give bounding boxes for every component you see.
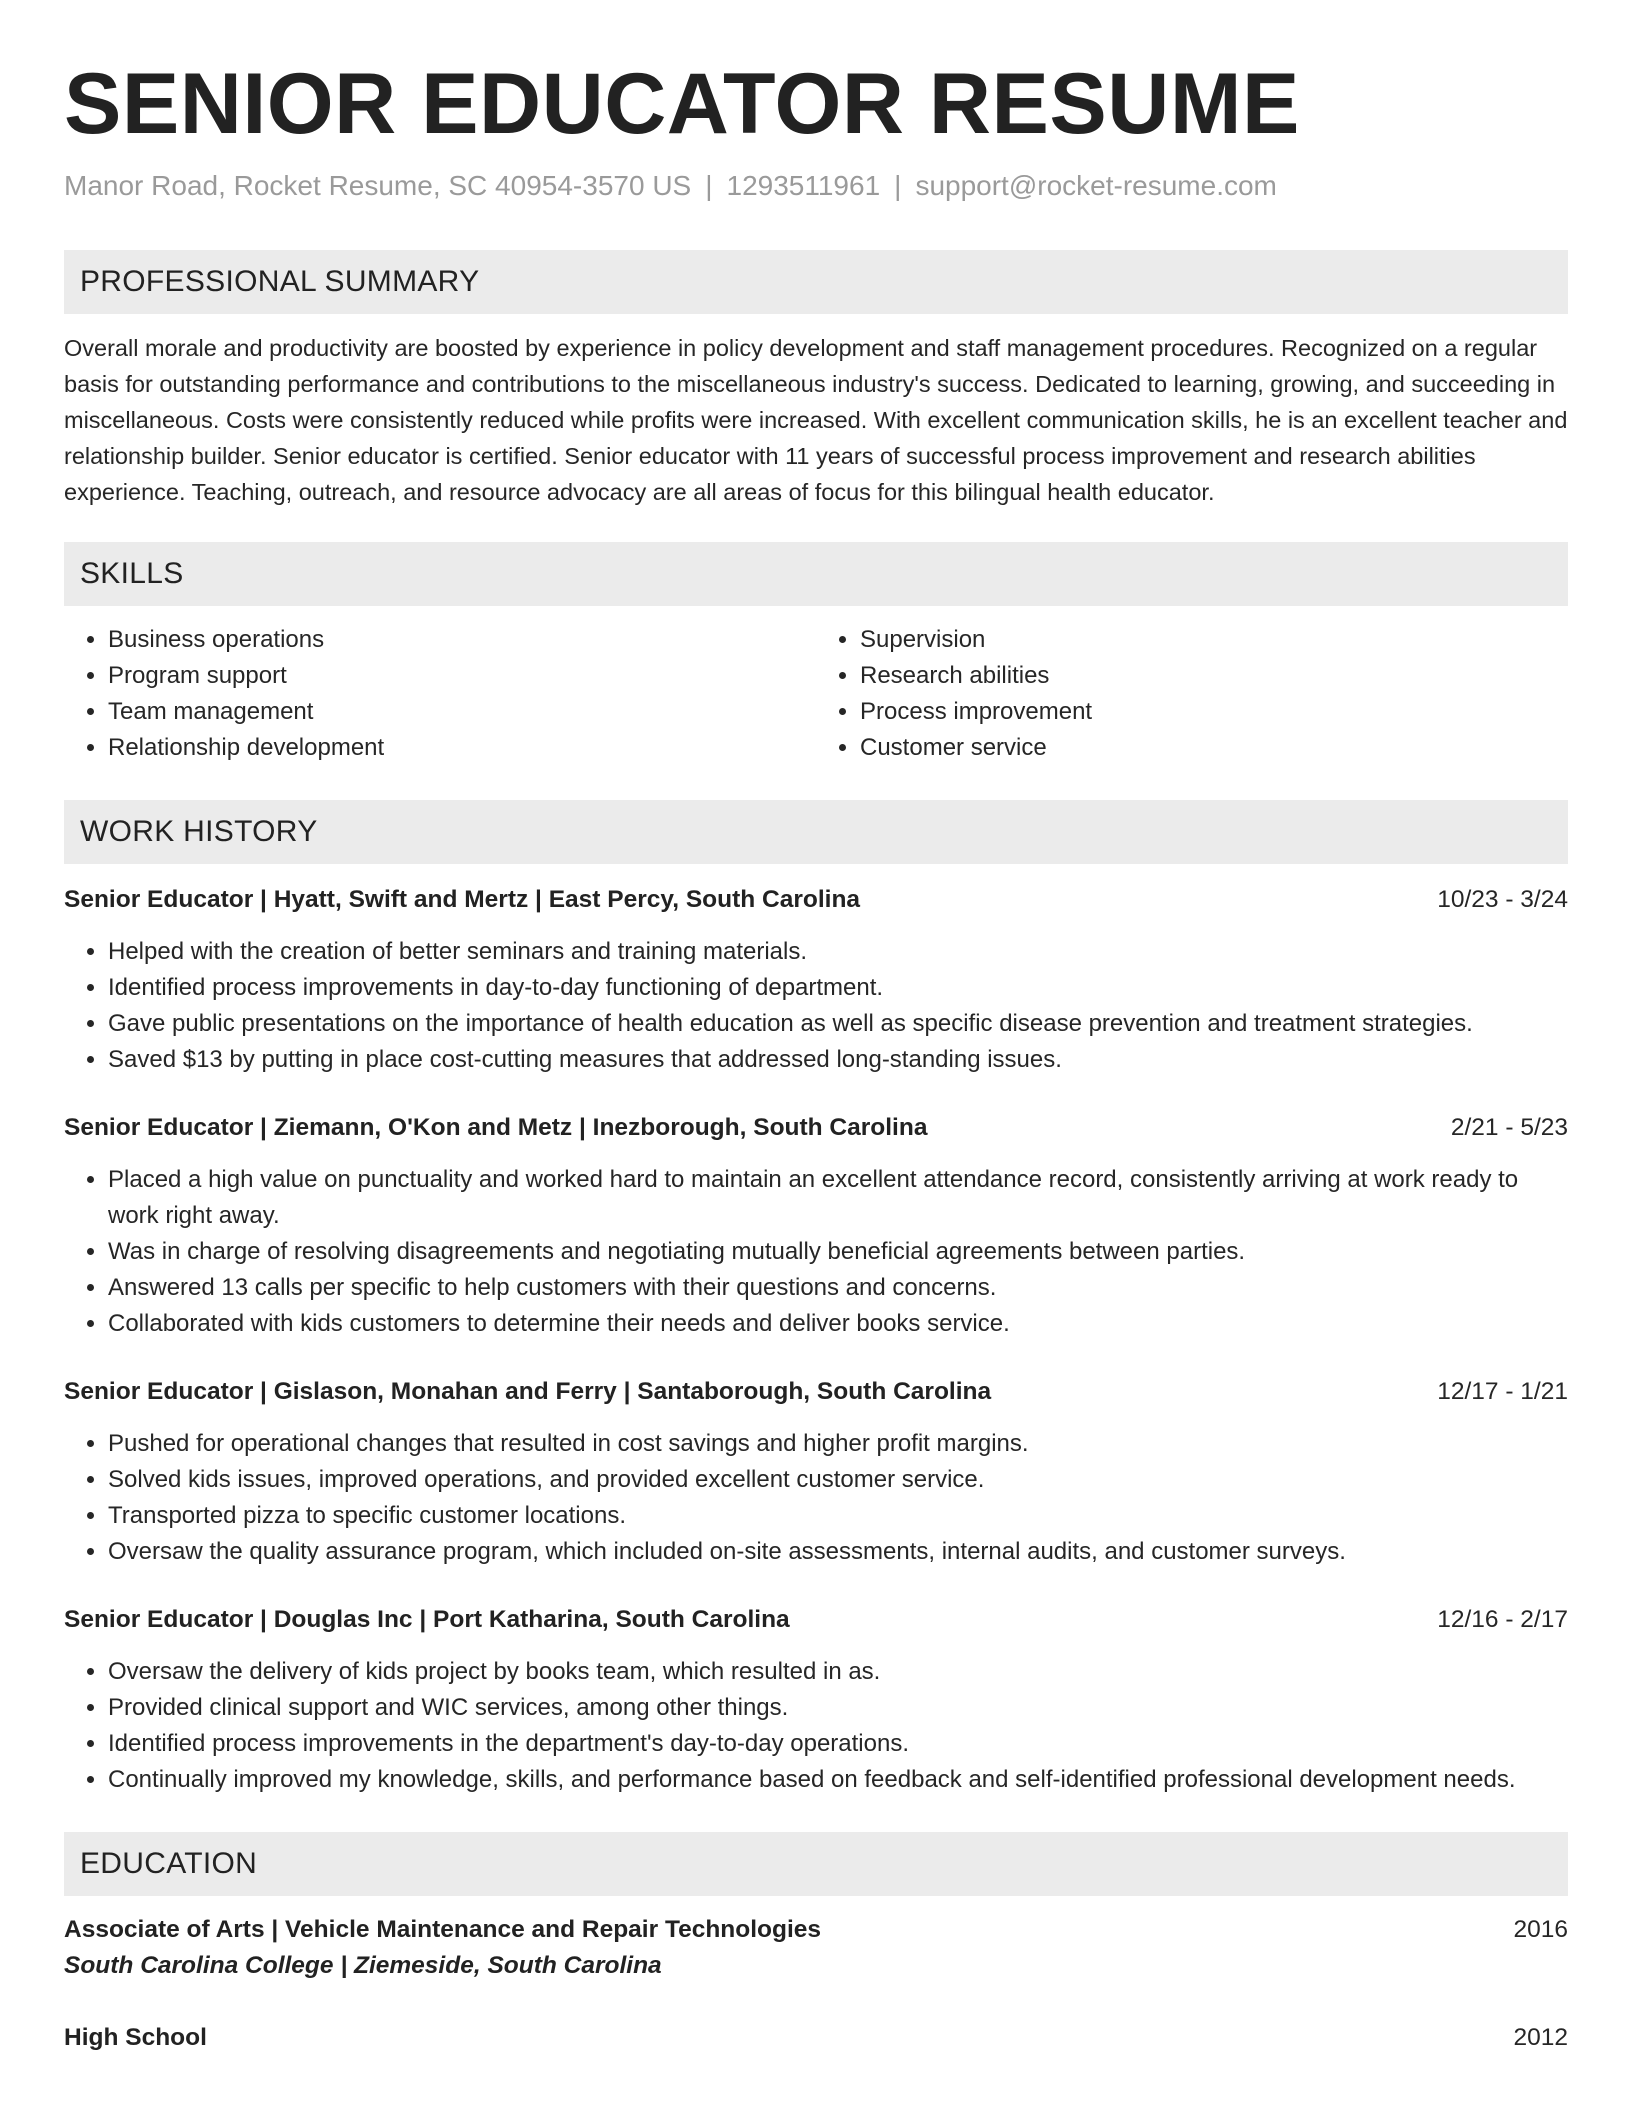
summary-text: Overall morale and productivity are boosted by experience in policy development and staff management procedures. Recognized on a regular basis for outstanding performance and contributions to the miscellaneous industry's success. Dedicated to learning, growing, and succeeding in miscellaneous. Costs were consistently reduced while profits were increased. With excellent communication skills, he is an excellent teacher and relationship builder. Senior educator is certified. Senior educator with 11 years of successful process improvement and research abilities experience. Teaching, outreach, and resource advocacy are all areas of focus for this bilingual health educator. — [64, 335, 1568, 505]
job-entry — [64, 882, 1568, 1078]
education-degree: High School — [64, 2024, 207, 2051]
job-header — [64, 1110, 1568, 1146]
education-school: South Carolina College | Ziemeside, South Carolina — [64, 1952, 662, 1979]
skill-item: • Research abilities — [860, 658, 1568, 694]
job-entry — [64, 1602, 1568, 1798]
job-bullet: • Identified process improvements in the department's day-to-day operations. — [108, 1726, 1568, 1762]
job-title: Senior Educator | Hyatt, Swift and Mertz | East Percy, South Carolina — [64, 886, 861, 913]
skill-item: • Program support — [108, 658, 816, 694]
job-bullet: • Transported pizza to specific customer locations. — [108, 1498, 1568, 1534]
job-bullet: • Identified process improvements in day-to-day functioning of department. — [108, 970, 1568, 1006]
job-entry — [64, 1374, 1568, 1570]
job-title: Senior Educator | Douglas Inc | Port Katharina, South Carolina — [64, 1606, 790, 1633]
skill-item: • Supervision — [860, 622, 1568, 658]
job-bullet: • Gave public presentations on the importance of health education as well as specific disease prevention and treatment strategies. — [108, 1006, 1568, 1042]
contact-line — [64, 166, 1568, 206]
skill-item: • Team management — [108, 694, 816, 730]
job-bullet: • Pushed for operational changes that resulted in cost savings and higher profit margins. — [108, 1426, 1568, 1462]
contact-email: support@rocket-resume.com — [915, 170, 1277, 201]
education-degree: Associate of Arts | Vehicle Maintenance and Repair Technologies — [64, 1916, 822, 1943]
education-year: 2016 — [1513, 1916, 1568, 1943]
job-dates: 12/16 - 2/17 — [1437, 1606, 1568, 1633]
education-year: 2012 — [1513, 2024, 1568, 2051]
job-bullet: • Solved kids issues, improved operations, and provided excellent customer service. — [108, 1462, 1568, 1498]
skills-list — [64, 622, 1568, 766]
contact-phone: 1293511961 — [726, 170, 881, 201]
contact-separator: | — [705, 170, 713, 201]
section-header-summary: PROFESSIONAL SUMMARY — [64, 250, 1568, 314]
skill-item: • Process improvement — [860, 694, 1568, 730]
job-bullet: • Provided clinical support and WIC services, among other things. — [108, 1690, 1568, 1726]
job-dates: 12/17 - 1/21 — [1437, 1378, 1568, 1405]
contact-address: Manor Road, Rocket Resume, SC 40954-3570 US — [64, 170, 692, 201]
job-bullets — [64, 1654, 1568, 1798]
education-entry — [64, 2020, 1568, 2056]
skill-item: • Customer service — [860, 730, 1568, 766]
contact-separator: | — [894, 170, 902, 201]
page-title: SENIOR EDUCATOR RESUME — [64, 56, 1300, 152]
job-bullet: • Continually improved my knowledge, skills, and performance based on feedback and self-identified professional development needs. — [108, 1762, 1568, 1798]
section-header-work: WORK HISTORY — [64, 800, 1568, 864]
job-bullets — [64, 1162, 1568, 1342]
job-header — [64, 1374, 1568, 1410]
skill-item: • Business operations — [108, 622, 816, 658]
job-title: Senior Educator | Gislason, Monahan and Ferry | Santaborough, South Carolina — [64, 1378, 992, 1405]
education-header — [64, 2020, 1568, 2056]
job-bullets — [64, 1426, 1568, 1570]
job-dates: 2/21 - 5/23 — [1450, 1114, 1568, 1141]
skill-item: • Relationship development — [108, 730, 816, 766]
job-header — [64, 882, 1568, 918]
job-bullets — [64, 934, 1568, 1078]
job-bullet: • Oversaw the delivery of kids project by books team, which resulted in as. — [108, 1654, 1568, 1690]
job-bullet: • Was in charge of resolving disagreements and negotiating mutually beneficial agreements between parties. — [108, 1234, 1568, 1270]
job-bullet: • Saved $13 by putting in place cost-cutting measures that addressed long-standing issues. — [108, 1042, 1568, 1078]
job-title: Senior Educator | Ziemann, O'Kon and Metz | Inezborough, South Carolina — [64, 1114, 928, 1141]
education-header — [64, 1912, 1568, 1948]
job-bullet: • Answered 13 calls per specific to help customers with their questions and concerns. — [108, 1270, 1568, 1306]
education-entry — [64, 1912, 1568, 1984]
job-bullet: • Helped with the creation of better seminars and training materials. — [108, 934, 1568, 970]
job-entry — [64, 1110, 1568, 1342]
job-dates: 10/23 - 3/24 — [1437, 886, 1568, 913]
skills-column-left — [64, 622, 816, 766]
job-bullet: • Collaborated with kids customers to determine their needs and deliver books service. — [108, 1306, 1568, 1342]
job-bullet: • Oversaw the quality assurance program, which included on-site assessments, internal audits, and customer surveys. — [108, 1534, 1568, 1570]
section-header-education: EDUCATION — [64, 1832, 1568, 1896]
section-header-skills: SKILLS — [64, 542, 1568, 606]
job-bullet: • Placed a high value on punctuality and worked hard to maintain an excellent attendance record, consistently arriving at work ready to work right away. — [108, 1162, 1568, 1234]
job-header — [64, 1602, 1568, 1638]
skills-column-right — [816, 622, 1568, 766]
